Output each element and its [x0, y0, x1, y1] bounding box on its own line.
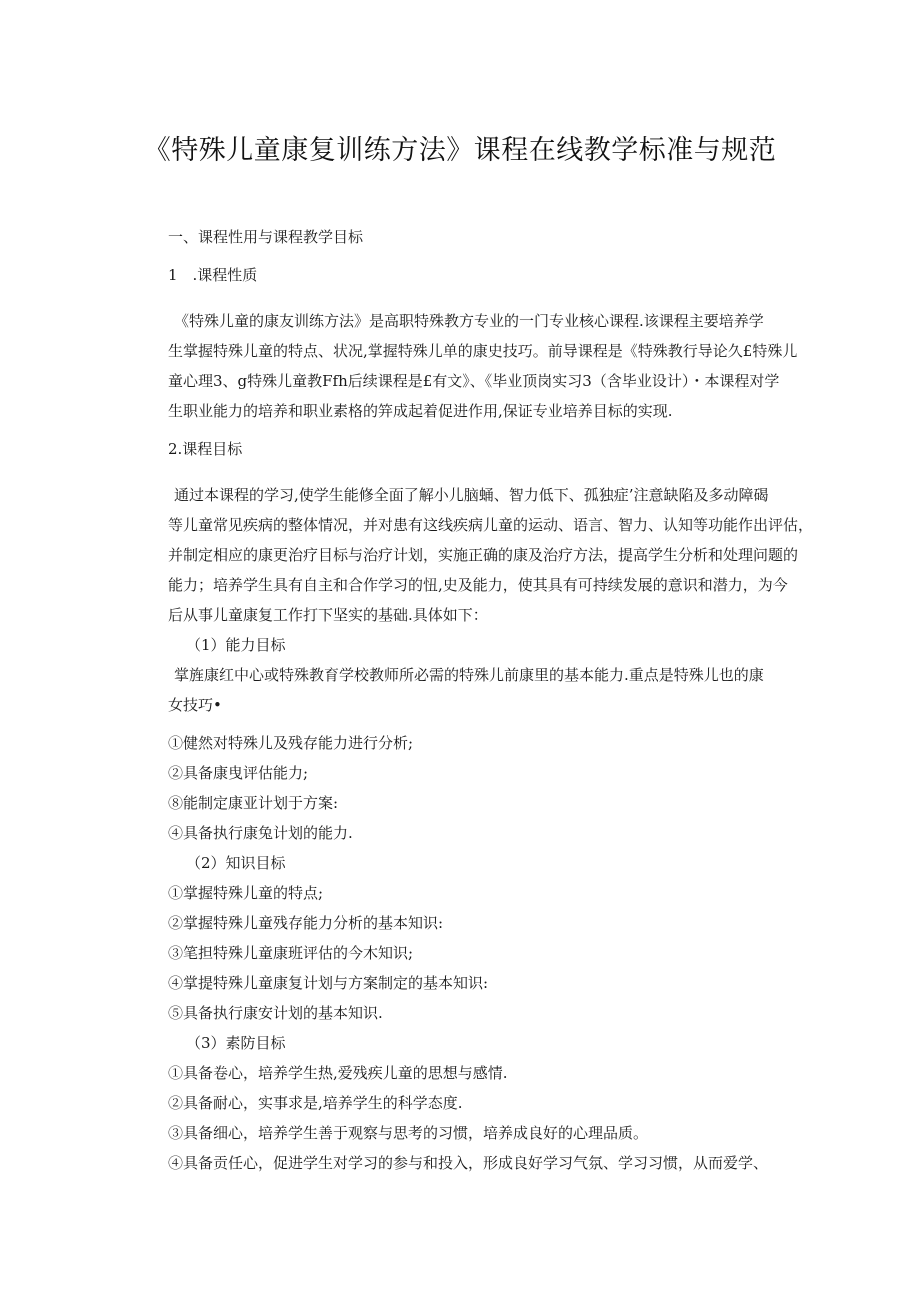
paragraph-line: 生掌握特殊儿童的特点、状况,掌握特殊儿单的康史技巧。前导课程是《特殊教行导论久£特殊儿	[168, 342, 798, 360]
list-item: ①健然对特殊儿及残存能力进行分析;	[168, 734, 414, 752]
list-item: ①具备卷心，培养学生热,爱残疾儿童的思想与感情.	[168, 1064, 508, 1082]
knowledge-list	[168, 878, 788, 1028]
paragraph-line: 女技巧•	[168, 696, 222, 714]
list-item: ②具备康曳评估能力;	[168, 764, 309, 782]
document-title: 《特殊儿童康复训练方法》课程在线教学标准与规范	[143, 135, 777, 166]
ability-heading: （1）能力目标	[186, 636, 286, 654]
list-item: ②具备耐心，实事求是,培养学生的科学态度.	[168, 1094, 463, 1112]
subsection-heading-nature: 1 .课程性质	[168, 266, 258, 284]
paragraph-line: 后从事儿童康复工作打下坚实的基础.具体如下：	[168, 606, 488, 624]
list-item: ①掌握特殊儿童的特点;	[168, 884, 324, 902]
ability-list	[168, 728, 788, 848]
paragraph-line: 生职业能力的培养和职业素格的笄成起着促进作用,保证专业培养目标的实现.	[168, 402, 673, 420]
list-item: ②掌握特殊儿童残存能力分析的基本知识:	[168, 914, 444, 932]
list-item: ⑧能制定康亚计划于方案:	[168, 794, 339, 812]
list-item: ③笔担特殊儿童康班评估的今木知识;	[168, 944, 414, 962]
paragraph-line: 童心理3、g特殊儿童教Ffh后续课程是£有文》、《毕业顶岗实习3（含毕业设计）・本课程对学	[168, 372, 780, 390]
list-item: ④掌提特殊儿童康复计划与方案制定的基本知识:	[168, 974, 489, 992]
goals-paragraph	[168, 480, 814, 630]
subsection-heading-goals: 2.课程目标	[168, 440, 243, 458]
list-item: ⑤具备执行康安计划的基本知识.	[168, 1004, 383, 1022]
knowledge-heading: （2）知识目标	[186, 854, 286, 872]
nature-paragraph	[168, 306, 798, 426]
paragraph-line: 并制定相应的康更治疗目标与治疗计划，实施正确的康及治疗方法，提高学生分析和处理问题的	[168, 546, 799, 564]
paragraph-line: 掌旌康红中心或特殊教育学校教师所必需的特殊儿前康里的基本能力.重点是特殊儿也的康	[174, 666, 764, 684]
section-heading: 一、课程性用与课程教学目标	[168, 228, 364, 246]
list-item: ③具备细心，培养学生善于观察与思考的习惯，培养成良好的心理品质。	[168, 1124, 649, 1142]
paragraph-line: 等儿童常见疾病的整体情况，并对患有这线疾病儿童的运动、语言、智力、认知等功能作出评估，	[168, 516, 814, 534]
list-item: ④具备执行康兔计划的能力.	[168, 824, 353, 842]
list-item: ④具备贡任心，促进学生对学习的参与和投入，形成良好学习气氛、学习习惯，从而爱学、	[168, 1154, 769, 1172]
paragraph-line: 通过本课程的学习,使学生能修全面了解小儿脑蛹、智力低下、孤独症’注意缺陷及多动障碣	[174, 486, 769, 504]
paragraph-line: 《特殊儿童的康友训练方法》是高职特殊教方专业的一门专业核心课程.该课程主要培养学	[174, 312, 764, 330]
document-body	[168, 222, 814, 1178]
quality-list	[168, 1058, 788, 1178]
paragraph-line: 能力；培养学生具有自主和合作学习的忸,史及能力，使其具有可持续发展的意识和潜力，为今	[168, 576, 788, 594]
quality-heading: （3）素防目标	[186, 1034, 286, 1052]
